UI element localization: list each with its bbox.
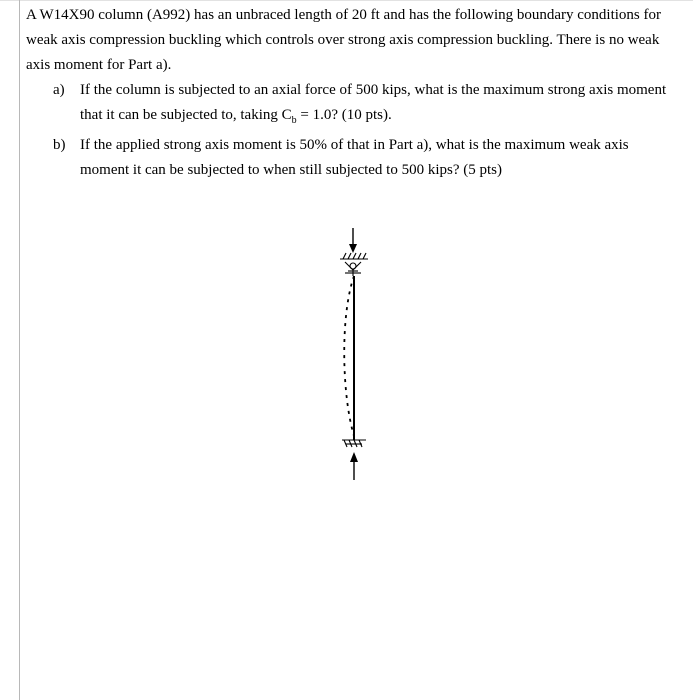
problem-parts xyxy=(26,78,688,183)
column-member xyxy=(344,276,354,436)
part-a-line-2: that it can be subjected to, taking $C_b = 1.0$? (10 pts). xyxy=(80,107,392,126)
bottom-reaction-arrow xyxy=(350,452,358,480)
part-b xyxy=(26,133,688,183)
intro-line-2: weak axis compression buckling which controls over strong axis compression buckling. There is no weak xyxy=(26,32,660,48)
problem-text xyxy=(26,3,688,183)
problem-intro xyxy=(26,3,688,78)
intro-line-1: A W14X90 column (A992) has an unbraced length of 20 ft and has the following boundary conditions for xyxy=(26,7,662,23)
column-boundary-diagram xyxy=(328,226,388,491)
top-support xyxy=(340,253,368,276)
top-border xyxy=(0,0,693,1)
bottom-support xyxy=(342,433,366,447)
part-a-letter: a) xyxy=(53,82,65,98)
part-a xyxy=(26,78,688,133)
part-b-line-1: If the applied strong axis moment is 50% of that in Part a), what is the maximum weak axis xyxy=(80,137,629,153)
intro-line-3: axis moment for Part a). xyxy=(26,57,172,73)
left-margin-rule xyxy=(19,0,20,700)
part-b-line-2: moment it can be subjected to when still subjected to 500 kips? (5 pts) xyxy=(80,162,502,178)
part-b-letter: b) xyxy=(53,137,66,153)
part-a-line-1: If the column is subjected to an axial force of 500 kips, what is the maximum strong axis moment xyxy=(80,82,667,98)
top-load-arrow xyxy=(349,228,357,253)
